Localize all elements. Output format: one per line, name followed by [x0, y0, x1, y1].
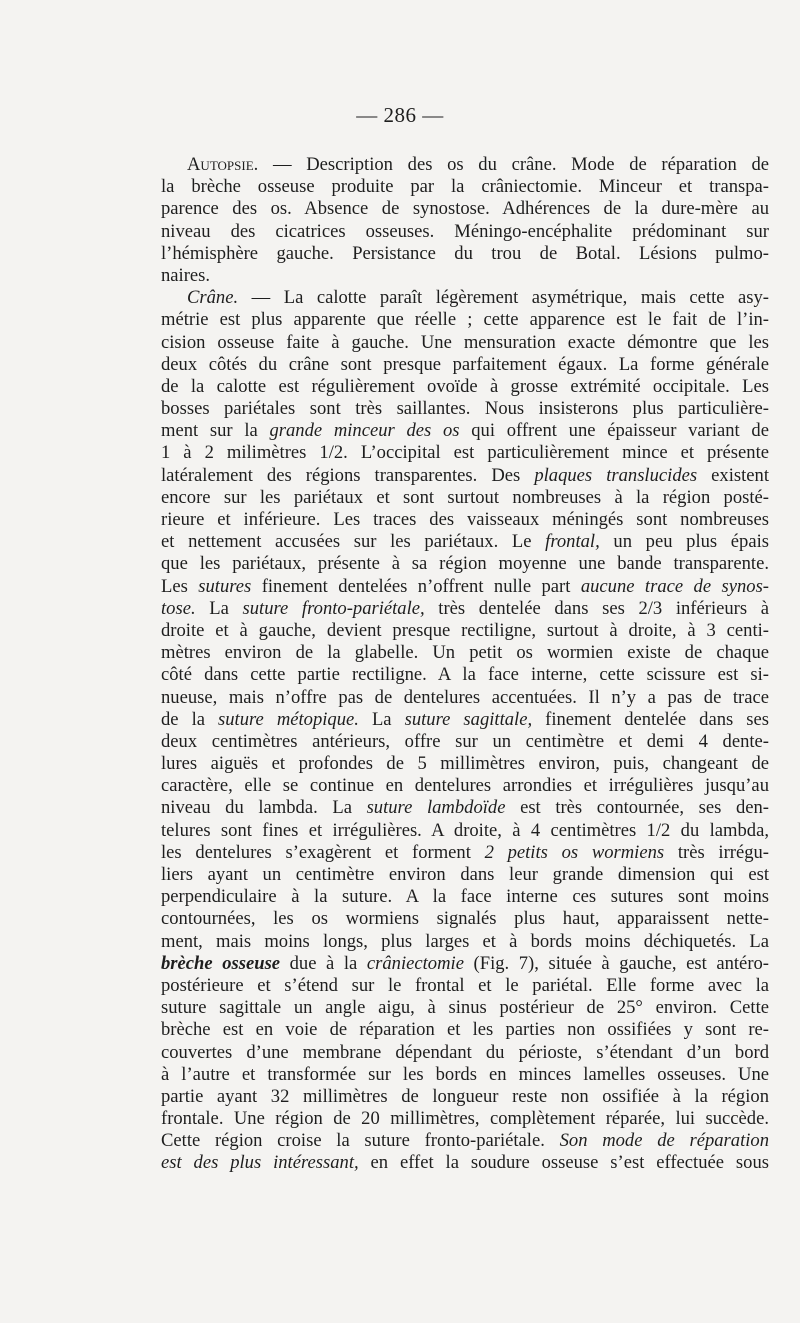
text-run: due à la: [280, 952, 367, 974]
text-line: cision osseuse faite à gauche. Une mensuration exacte démontre que les: [161, 331, 769, 353]
text-line: [161, 709, 769, 731]
text-line: parence des os. Absence de synostose. Adhérences de la dure-mère au: [161, 198, 769, 220]
text-line: partie ayant 32 millimètres de longueur reste non ossifiée à la région: [161, 1085, 769, 1107]
text-line: perpendiculaire à la suture. A la face interne ces sutures sont moins: [161, 886, 769, 908]
bold-emphasis: brèche osseuse: [161, 952, 281, 974]
text-run: — Description des os du crâne. Mode de réparation de: [258, 154, 769, 175]
emphasis: suture lambdoïde: [366, 797, 506, 819]
text-line: [161, 842, 769, 864]
text-line: à l’autre et transformée sur les bords en minces lamelles osseuses. Une: [161, 1063, 769, 1085]
text-run: très dentelée dans ses 2/3 inférieurs à: [424, 597, 769, 619]
text-line: côté dans cette partie rectiligne. A la face interne, cette scissure est si-: [161, 664, 769, 686]
text-run: les dentelures s’exagèrent et forment: [161, 841, 485, 863]
text-line: lures aiguës et profondes de 5 millimètres environ, puis, changeant de: [161, 753, 769, 775]
text-line: liers ayant un centimètre environ dans leur grande dimension qui est: [161, 864, 769, 885]
text-line: 1 à 2 milimètres 1/2. L’occipital est particulièrement mince et présente: [161, 442, 769, 464]
body-text: [161, 154, 769, 1175]
text-line: frontale. Une région de 20 millimètres, complètement réparée, lui succède.: [161, 1108, 769, 1130]
text-line: encore sur les pariétaux et sont surtout nombreuses à la région posté-: [161, 486, 769, 508]
text-line: suture sagittale un angle aigu, à sinus postérieur de 25° environ. Cette: [161, 997, 769, 1019]
text-run: de la: [161, 708, 219, 730]
text-line: [161, 154, 769, 176]
text-line: deux côtés du crâne sont presque parfaitement égaux. La forme générale: [161, 353, 769, 375]
text-line: contournées, les os wormiens signalés plus haut, apparaissent nette-: [161, 908, 769, 930]
section-label: Autopsie.: [187, 154, 259, 175]
text-run: finement dentelée dans ses: [532, 708, 770, 730]
section-title: Crâne.: [187, 287, 239, 309]
text-run: un peu plus épais: [599, 531, 770, 553]
text-line: [161, 953, 769, 975]
text-line: caractère, elle se continue en dentelures arrondies et irrégulières jusqu’au: [161, 775, 769, 797]
text-line: droite et à gauche, devient presque rectiligne, surtout à droite, à 3 centi-: [161, 619, 769, 641]
text-line: naires.: [161, 264, 211, 286]
text-run: est très contournée, ses den-: [505, 797, 769, 819]
emphasis: aucune trace de synos-: [580, 575, 770, 597]
text-line: telures sont fines et irrégulières. A droite, à 4 centimètres 1/2 du lambda,: [161, 819, 769, 841]
text-line: ment, mais moins longs, plus larges et à bords moins déchiquetés. La: [161, 930, 769, 952]
text-line: brèche est en voie de réparation et les parties non ossifiées y sont re-: [161, 1019, 769, 1041]
page-number: — 286 —: [356, 103, 444, 127]
text-line: mètres environ de la glabelle. Un petit os wormien existe de chaque: [161, 642, 769, 664]
text-line: [161, 420, 769, 442]
text-line: [161, 1130, 769, 1152]
emphasis: crâniectomie: [366, 952, 464, 974]
text-line: [161, 598, 769, 620]
text-run: Les: [161, 575, 199, 597]
text-line: postérieure et s’étend sur le frontal et le pariétal. Elle forme avec la: [161, 974, 769, 996]
emphasis: tose.: [161, 597, 196, 619]
emphasis: est des plus intéressant,: [161, 1152, 359, 1174]
text-line: rieure et inférieure. Les traces des vaisseaux méningés sont nombreuses: [161, 509, 769, 530]
text-run: niveau du lambda. La: [161, 797, 367, 819]
text-run: — La calotte paraît légèrement asymétrique, mais cette asy-: [238, 287, 769, 309]
text-line: niveau des cicatrices osseuses. Méningo-encéphalite prédominant sur: [161, 220, 769, 242]
text-run: La: [358, 708, 405, 730]
text-line: nueuse, mais n’offre pas de dentelures accentuées. Il n’y a pas de trace: [161, 686, 769, 708]
text-line: couvertes d’une membrane dépendant du périoste, s’étendant d’un bord: [161, 1041, 769, 1063]
emphasis: plaques translucides: [534, 464, 698, 486]
text-line: [161, 1152, 769, 1174]
text-run: latéralement des régions transparentes. Des: [161, 464, 535, 486]
text-line: [161, 287, 769, 309]
text-run: très irrégu-: [664, 841, 769, 863]
text-line: [161, 576, 769, 598]
emphasis: suture fronto-pariétale,: [242, 597, 425, 619]
text-run: existent: [697, 464, 769, 486]
text-run: ment sur la: [161, 420, 270, 442]
text-line: métrie est plus apparente que réelle ; cette apparence est le fait de l’in-: [161, 309, 769, 331]
emphasis: frontal,: [545, 531, 600, 553]
text-line: [161, 465, 769, 487]
emphasis: Son mode de réparation: [559, 1130, 770, 1152]
text-line: [161, 531, 769, 553]
emphasis: suture métopique.: [218, 708, 359, 730]
text-line: la brèche osseuse produite par la crâniectomie. Minceur et transpa-: [161, 176, 769, 198]
text-line: deux centimètres antérieurs, offre sur un centimètre et demi 4 dente-: [161, 730, 769, 752]
text-run: La: [195, 597, 243, 619]
emphasis: suture sagittale,: [404, 708, 533, 730]
text-run: Cette région croise la suture fronto-pariétale.: [161, 1130, 560, 1152]
emphasis: 2 petits os wormiens: [484, 841, 665, 863]
text-line: l’hémisphère gauche. Persistance du trou de Botal. Lésions pulmo-: [161, 242, 769, 264]
text-run: qui offrent une épaisseur variant de: [459, 420, 769, 442]
text-run: en effet la soudure osseuse s’est effectuée sous: [358, 1152, 769, 1174]
text-line: [161, 797, 769, 819]
text-run: (Fig. 7), située à gauche, est antéro-: [463, 952, 769, 974]
text-run: finement dentelées n’offrent nulle part: [251, 575, 581, 597]
emphasis: grande minceur des os: [269, 420, 460, 442]
text-run: et nettement accusées sur les pariétaux. Le: [161, 531, 546, 553]
text-line: bosses pariétales sont très saillantes. Nous insisterons plus particulière-: [161, 398, 769, 420]
text-line: de la calotte est régulièrement ovoïde à grosse extrémité occipitale. Les: [161, 375, 769, 397]
text-line: que les pariétaux, présente à sa région moyenne une bande transparente.: [161, 553, 769, 575]
emphasis: sutures: [198, 575, 252, 597]
